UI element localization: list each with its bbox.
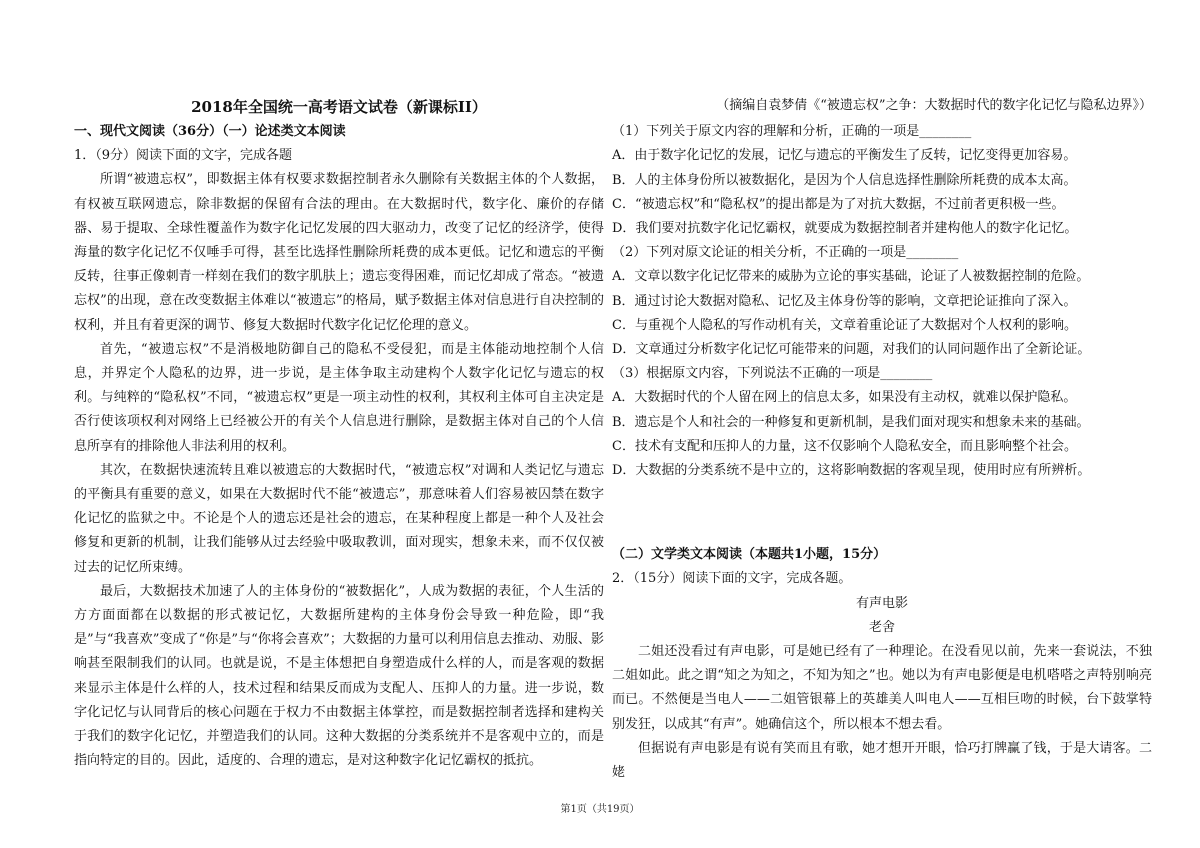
- story-paragraph-1: 二姐还没看过有声电影，可是她已经有了一种理论。在没看见以前，先来一套说法，不独二姐如此。此之谓“知之为知之，不知为知之”也。她以为有声电影便是电机嗒嗒之声特别响亮而已。不然便是当电人——二姐管银幕上的英雄美人叫电人——互相巨吻的时候，台下鼓掌特别发狂，以成其“有声”。她确信这个，所以根本不想去看。: [612, 644, 1152, 732]
- story-title: 有声电影: [855, 595, 908, 611]
- subquestion-3-stem: （3）根据原文内容，下列说法不正确的一项是________: [612, 366, 933, 382]
- page-title: 2018年全国统一高考语文试卷（新课标II）: [191, 98, 487, 116]
- passage-paragraph-2: 首先，“被遗忘权”不是消极地防御自己的隐私不受侵犯，而是主体能动地控制个人信息，并界定个人隐私的边界，进一步说，是主体争取主动建构个人数字化记忆与遗忘的权利。与纯粹的“隐私权”不同，“被遗忘权”更是一项主动性的权利，其权利主体可自主决定是否行使该项权利对网络上已经被公开的有关个人信息进行删除，是数据主体对自己的个人信息所享有的排除他人非法利用的权利。: [74, 341, 604, 454]
- subquestion-2-option-b: B．通过讨论大数据对隐私、记忆及主体身份等的影响，文章把论证推向了深入。: [612, 293, 1077, 309]
- right-column: [612, 94, 1152, 785]
- question-1-prompt: 1．（9分）阅读下面的文字，完成各题: [74, 148, 293, 164]
- section-heading-2: （二）文学类文本阅读（本题共1小题，15分）: [612, 547, 887, 563]
- subquestion-3-option-b: B．遗忘是个人和社会的一种修复和更新机制，是我们面对现实和想象未来的基础。: [612, 414, 1090, 430]
- passage-source: （摘编自袁梦倩《“被遗忘权”之争：大数据时代的数字化记忆与隐私边界》）: [716, 98, 1152, 113]
- subquestion-1-option-b: B．人的主体身份所以被数据化，是因为个人信息选择性删除所耗费的成本太高。: [612, 172, 1077, 188]
- page-footer: 第1页（共19页）: [560, 804, 640, 815]
- subquestion-2-option-c: C．与重视个人隐私的写作动机有关，文章着重论证了大数据对个人权利的影响。: [612, 317, 1077, 333]
- subquestion-3-option-d: D．大数据的分类系统不是中立的，这将影响数据的客观呈现，使用时应有所辨析。: [612, 463, 1091, 479]
- passage-paragraph-1: 所谓“被遗忘权”，即数据主体有权要求数据控制者永久删除有关数据主体的个人数据，有权被互联网遗忘，除非数据的保留有合法的理由。在大数据时代，数字化、廉价的存储器、易于提取、全球性覆盖作为数字化记忆发展的四大驱动力，改变了记忆的经济学，使得海量的数字化记忆不仅唾手可得，甚至比选择性删除所耗费的成本更低。记忆和遗忘的平衡反转，往事正像刺青一样刻在我们的数字肌肤上；遗忘变得困难，而记忆却成了常态。“被遗忘权”的出现，意在改变数据主体难以“被遗忘”的格局，赋予数据主体对信息进行自决控制的权利，并且有着更深的调节、修复大数据时代数字化记忆伦理的意义。: [74, 172, 604, 333]
- left-column: [74, 94, 604, 773]
- passage-paragraph-3: 其次，在数据快速流转且难以被遗忘的大数据时代，“被遗忘权”对调和人类记忆与遗忘的平衡具有重要的意义，如果在大数据时代不能“被遗忘”，那意味着人们容易被囚禁在数字化记忆的监狱之中。不论是个人的遗忘还是社会的遗忘，在某种程度上都是一种个人及社会修复和更新的机制，让我们能够从过去经验中吸取教训，面对现实，想象未来，而不仅仅被过去的记忆所束缚。: [74, 462, 604, 575]
- section-gap: [612, 483, 1152, 543]
- subquestion-3-option-a: A．大数据时代的个人留在网上的信息太多，如果没有主动权，就难以保护隐私。: [612, 390, 1077, 406]
- subquestion-1-option-d: D．我们要对抗数字化记忆霸权，就要成为数据控制者并建构他人的数字化记忆。: [612, 221, 1078, 237]
- subquestion-2-option-d: D．文章通过分析数字化记忆可能带来的问题，对我们的认同问题作出了全新论证。: [612, 342, 1091, 358]
- section-heading-1: 一、现代文阅读（36分）（一）论述类文本阅读: [74, 124, 346, 139]
- story-paragraph-2: 但据说有声电影是有说有笑而且有歌，她才想开开眼，恰巧打牌赢了钱，于是大请客。二姥: [612, 740, 1152, 781]
- subquestion-1-stem: （1）下列关于原文内容的理解和分析，正确的一项是________: [612, 124, 972, 140]
- subquestion-3-option-c: C．技术有支配和压抑人的力量，这不仅影响个人隐私安全，而且影响整个社会。: [612, 438, 1077, 454]
- subquestion-2-option-a: A．文章以数字化记忆带来的威胁为立论的事实基础，论证了人被数据控制的危险。: [612, 269, 1090, 285]
- question-2-prompt: 2．（15分）阅读下面的文字，完成各题。: [612, 571, 852, 587]
- subquestion-2-stem: （2）下列对原文论证的相关分析，不正确的一项是________: [612, 245, 959, 261]
- passage-paragraph-4: 最后，大数据技术加速了人的主体身份的“被数据化”，人成为数据的表征，个人生活的方方面面都在以数据的形式被记忆，大数据所建构的主体身份会导致一种危险，即“我是”与“我喜欢”变成了“你是”与“你将会喜欢”；大数据的力量可以利用信息去推动、劝服、影响甚至限制我们的认同。也就是说，不是主体想把自身塑造成什么样的人，而是客观的数据来显示主体是什么样的人，技术过程和结果反而成为支配人、压抑人的力量。进一步说，数字化记忆与认同背后的核心问题在于权力不由数据主体掌控，而是数据控制者选择和建构关于我们的数字化记忆，并塑造我们的认同。这种大数据的分类系统并不是客观中立的，而是指向特定的目的。因此，适度的、合理的遗忘，是对这种数字化记忆霸权的抵抗。: [74, 583, 604, 769]
- subquestion-1-option-a: A．由于数字化记忆的发展，记忆与遗忘的平衡发生了反转，记忆变得更加容易。: [612, 148, 1077, 164]
- story-author: 老舍: [868, 619, 895, 635]
- subquestion-1-option-c: C．“被遗忘权”和“隐私权”的提出都是为了对抗大数据，不过前者更积极一些。: [612, 196, 1065, 212]
